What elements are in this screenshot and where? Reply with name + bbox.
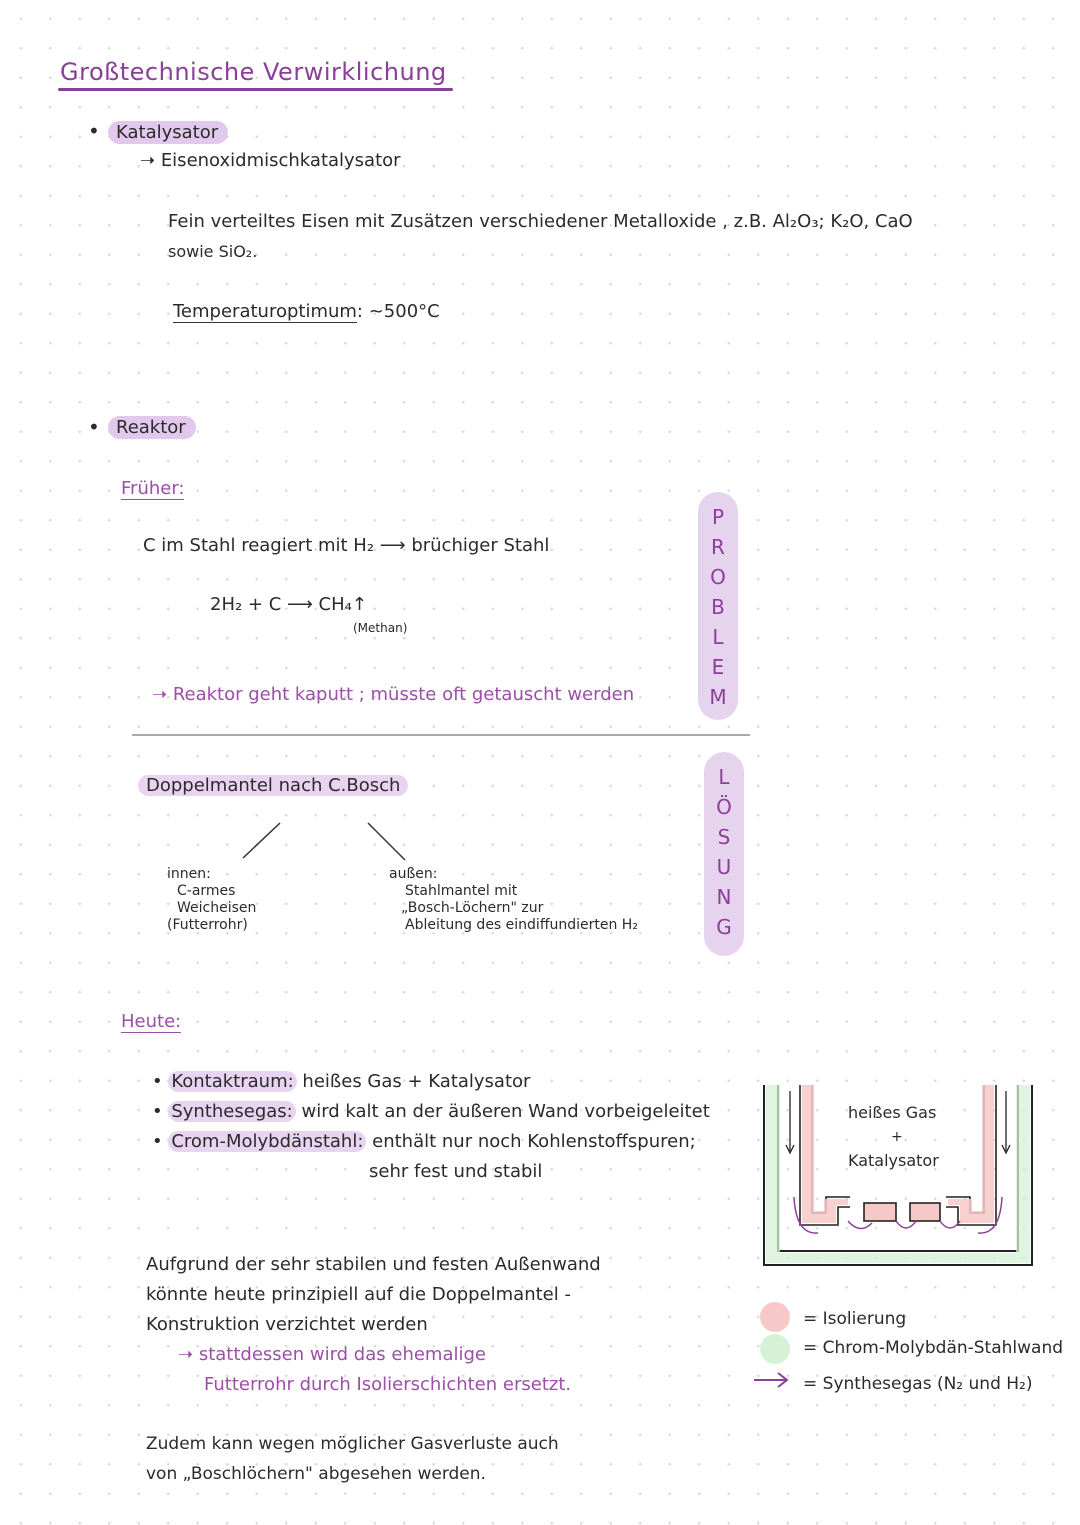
catalyst-desc-line2: sowie SiO₂.: [168, 242, 258, 261]
heute-term: Kontaktraum:: [168, 1071, 296, 1092]
innen-block: [167, 866, 256, 934]
paragraph-line: von „Boschlöchern" abgesehen werden.: [146, 1464, 486, 1484]
paragraph-line: Zudem kann wegen möglicher Gasverluste auch: [146, 1434, 559, 1454]
diagram-label-plus: +: [891, 1129, 903, 1145]
paragraph-line: Aufgrund der sehr stabilen und festen Außenwand: [146, 1254, 601, 1275]
heute-text: wird kalt an der äußeren Wand vorbeigeleitet: [301, 1101, 710, 1122]
problem-letter: O: [710, 565, 726, 589]
legend-synthesegas: = Synthesegas (N₂ und H₂): [803, 1374, 1033, 1394]
heute-text: enthält nur noch Kohlenstoffspuren;: [372, 1131, 696, 1152]
doppelmantel-heading: Doppelmantel nach C.Bosch: [138, 775, 408, 796]
innen-line: Weicheisen: [177, 900, 257, 916]
temperature-line: [173, 301, 440, 322]
problem-letter: R: [711, 535, 725, 559]
paragraph-boschloecher: [146, 1429, 559, 1489]
heute-item-continuation: sehr fest und stabil: [369, 1161, 543, 1182]
paragraph-line: Konstruktion verzichtet werden: [146, 1314, 428, 1335]
temperature-label: Temperaturoptimum: [173, 301, 357, 322]
heute-item: [152, 1131, 696, 1152]
aussen-label: außen:: [389, 866, 438, 882]
loesung-letter: L: [718, 765, 730, 789]
loesung-letter: U: [716, 855, 732, 879]
arrow-right-icon: ➝: [178, 1344, 199, 1365]
loesung-letter: S: [717, 825, 731, 849]
paragraph-line: stattdessen wird das ehemalige: [198, 1344, 486, 1365]
problem-letter: M: [709, 685, 727, 709]
aussen-line: „Bosch-Löchern" zur: [401, 900, 544, 916]
paragraph-line: könnte heute prinzipiell auf die Doppelmantel -: [146, 1284, 571, 1305]
bullet-icon: •: [88, 415, 100, 439]
aussen-block: [389, 866, 638, 934]
heute-item: [152, 1071, 530, 1092]
problem-letter: L: [712, 625, 724, 649]
bullet-icon: •: [152, 1131, 169, 1152]
consequence-text: Reaktor geht kaputt ; müsste oft getauscht werden: [172, 684, 635, 705]
page-title: Großtechnische Verwirklichung: [60, 58, 447, 86]
catalyst-arrow-line: [140, 150, 401, 171]
bullet-icon: •: [152, 1101, 169, 1122]
reactor-heading: Reaktor: [108, 416, 196, 439]
reaction-result: brüchiger Stahl: [411, 535, 550, 556]
arrow-right-icon: ➝: [140, 150, 161, 171]
heute-term: Crom-Molybdänstahl:: [168, 1131, 366, 1152]
legend-stahlwand: = Chrom-Molybdän-Stahlwand: [803, 1338, 1064, 1358]
paragraph-aussenwand: [146, 1250, 601, 1340]
frueher-consequence: [152, 684, 634, 705]
loesung-vertical-label: [704, 752, 744, 956]
heute-label-text: Heute:: [121, 1011, 182, 1032]
diagram-label-gas: heißes Gas: [848, 1103, 937, 1122]
green-circle-icon: [760, 1334, 790, 1364]
frueher-reaction: [143, 535, 549, 556]
legend-isolierung: = Isolierung: [803, 1309, 907, 1329]
loesung-letter: N: [716, 885, 732, 909]
bullet-icon: •: [152, 1071, 169, 1092]
long-arrow-icon: ⟶: [379, 535, 412, 556]
title-underline: [58, 88, 453, 91]
methane-note: (Methan): [353, 621, 408, 635]
diagram-label-catalyst: Katalysator: [848, 1151, 939, 1170]
heute-text: heißes Gas + Katalysator: [302, 1071, 531, 1092]
section-divider: [132, 734, 750, 736]
problem-letter: E: [711, 655, 725, 679]
frueher-label: [121, 478, 184, 499]
aussen-line: Ableitung des eindiffundierten H₂: [405, 917, 638, 933]
aussen-line: Stahlmantel mit: [405, 883, 518, 899]
heute-label: [121, 1011, 181, 1032]
arrow-right-icon: ➝: [152, 684, 173, 705]
temperature-value: : ~500°C: [356, 301, 440, 322]
problem-letter: B: [711, 595, 725, 619]
methane-equation: 2H₂ + C ⟶ CH₄↑: [210, 594, 367, 615]
purple-arrow-icon: [752, 1370, 792, 1390]
loesung-letter: Ö: [716, 795, 732, 819]
heute-item: [152, 1101, 710, 1122]
heute-term: Synthesegas:: [168, 1101, 295, 1122]
branch-lines: [235, 818, 415, 888]
innen-line: (Futterrohr): [167, 917, 248, 933]
innen-line: C-armes: [177, 883, 236, 899]
problem-vertical-label: [698, 492, 738, 720]
innen-label: innen:: [167, 866, 211, 882]
loesung-letter: G: [716, 915, 732, 939]
catalyst-heading: Katalysator: [108, 121, 228, 144]
reaction-text: C im Stahl reagiert mit H₂: [143, 535, 375, 556]
catalyst-type: Eisenoxidmischkatalysator: [160, 150, 401, 171]
catalyst-desc-line1: Fein verteiltes Eisen mit Zusätzen verschiedener Metalloxide , z.B. Al₂O₃; K₂O, CaO: [168, 211, 913, 232]
paragraph-line: Futterrohr durch Isolierschichten ersetzt.: [204, 1374, 572, 1395]
paragraph-arrow: [178, 1340, 571, 1400]
problem-letter: P: [711, 505, 725, 529]
pink-circle-icon: [760, 1302, 790, 1332]
frueher-label-text: Früher:: [121, 478, 185, 499]
bullet-icon: •: [88, 119, 100, 143]
